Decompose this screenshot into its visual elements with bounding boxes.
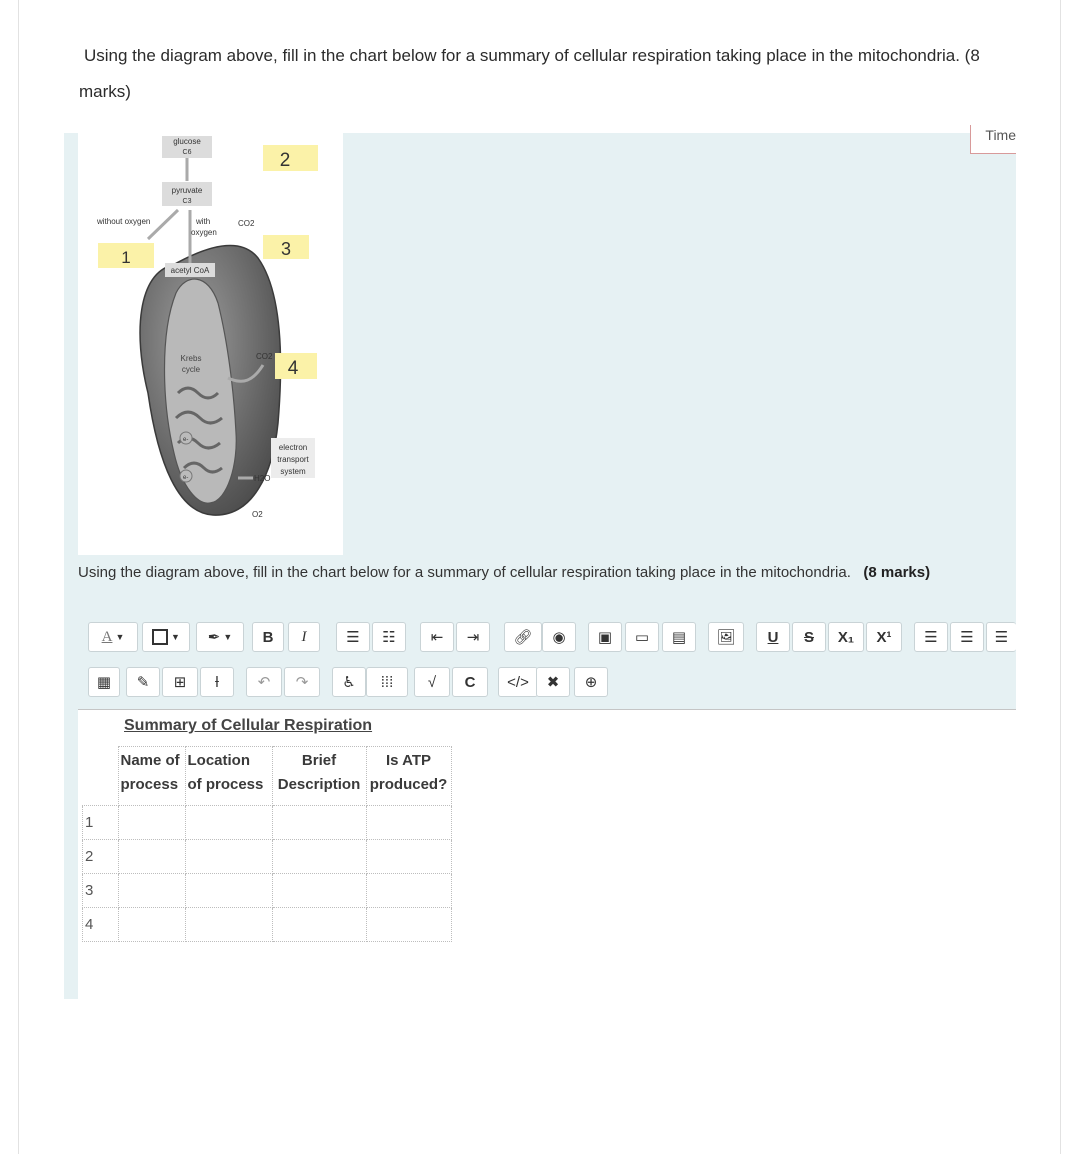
panel-question	[78, 564, 1018, 581]
equation-button[interactable]	[414, 667, 450, 697]
etc-label-3: system	[280, 467, 306, 476]
mitochondria-diagram	[78, 133, 343, 555]
subscript-button[interactable]: X₁	[828, 622, 864, 652]
sticky-note-4-text: 4	[287, 358, 299, 379]
sticky-note-3-text: 3	[280, 239, 292, 259]
redo-icon: ↷	[295, 674, 309, 691]
pyruvate-formula: C3	[182, 198, 192, 205]
electron-label-2: e-	[183, 475, 189, 481]
table-cell[interactable]	[118, 874, 185, 908]
question-line-1: Using the diagram above, fill in the chart below for a summary of cellular respiration taking place in the mitochondria. (8	[84, 46, 980, 65]
embed-button[interactable]	[588, 622, 622, 652]
link-button[interactable]	[504, 622, 542, 652]
calculator-icon: ▦	[96, 674, 112, 691]
with-oxygen-label-1: with	[196, 217, 211, 226]
chemistry-icon: C	[464, 673, 476, 691]
table-button[interactable]	[162, 667, 198, 697]
etc-label-2: transport	[277, 455, 309, 464]
scrollbar-strip[interactable]	[1061, 0, 1079, 1154]
h2o-label: H2O	[254, 474, 271, 483]
table-cell[interactable]	[272, 908, 366, 942]
with-oxygen-label-2: oxygen	[191, 228, 217, 237]
align-left-button[interactable]	[914, 622, 948, 652]
zoom-in-icon: ⊕	[584, 674, 598, 691]
numbered-list-icon: ☷	[382, 629, 396, 646]
chevron-down-icon: ▼	[171, 632, 180, 642]
row-number: 2	[83, 840, 119, 874]
table-row	[83, 840, 452, 874]
row-number: 4	[83, 908, 119, 942]
fullscreen-icon: ✖	[546, 674, 560, 691]
accessibility-icon: ♿︎	[342, 674, 356, 691]
o2-label: O2	[252, 510, 263, 519]
media-button[interactable]	[542, 622, 576, 652]
pen-icon: ✒	[207, 629, 221, 646]
table-icon: ⊞	[173, 674, 187, 691]
acetyl-coa-label: acetyl CoA	[170, 266, 210, 275]
co2-top-label: CO2	[238, 219, 255, 228]
table-header-cell: Is ATP produced?	[366, 747, 451, 806]
krebs-label-2: cycle	[181, 365, 201, 374]
underline-button[interactable]: U	[756, 622, 790, 652]
font-size-icon: A	[101, 628, 113, 645]
bullet-list-icon: ☰	[346, 629, 360, 646]
sqrt-icon: √	[427, 673, 437, 691]
table-layout-button[interactable]	[662, 622, 696, 652]
edit-button[interactable]	[126, 667, 160, 697]
edit-icon: ✎	[136, 674, 150, 691]
italic-button[interactable]: I	[288, 622, 320, 652]
superscript-button[interactable]: X¹	[866, 622, 902, 652]
text-color-button[interactable]	[196, 622, 244, 652]
table-cell[interactable]	[272, 874, 366, 908]
align-right-icon: ☰	[994, 629, 1009, 646]
question-text	[79, 38, 1024, 110]
layout-icon: ▤	[671, 629, 687, 646]
redo-button[interactable]	[284, 667, 320, 697]
table-cell[interactable]	[118, 840, 185, 874]
chevron-down-icon: ▼	[223, 632, 233, 642]
highlight-button[interactable]	[142, 622, 190, 652]
align-left-icon: ☰	[924, 629, 938, 646]
strikethrough-button[interactable]: S	[792, 622, 826, 652]
table-header-cell: Brief Description	[272, 747, 366, 806]
timer[interactable]: Time	[970, 125, 1016, 154]
table-cell[interactable]	[366, 840, 451, 874]
link-icon: 🔗︎	[513, 629, 533, 646]
etc-label-1: electron	[278, 443, 308, 452]
numbered-list-button[interactable]	[372, 622, 406, 652]
sticky-note-2-text: 2	[279, 150, 291, 171]
table-cell[interactable]	[185, 840, 272, 874]
clear-format-button[interactable]	[200, 667, 234, 697]
outdent-button[interactable]	[420, 622, 454, 652]
record-icon: ◉	[552, 629, 566, 646]
grid-dots-icon: ⁞⁞⁞	[380, 673, 394, 691]
special-chars-button[interactable]	[366, 667, 408, 697]
font-size-button[interactable]	[88, 622, 138, 652]
table-cell[interactable]	[118, 806, 185, 840]
table-cell[interactable]	[366, 874, 451, 908]
document-icon: ▭	[634, 629, 650, 646]
highlight-box-icon	[152, 629, 168, 645]
question-line-2: marks)	[79, 82, 131, 101]
table-header-cell: Name of process	[118, 747, 185, 806]
undo-button[interactable]	[246, 667, 282, 697]
indent-icon: ⇥	[466, 629, 480, 646]
table-cell[interactable]	[272, 840, 366, 874]
glucose-label: glucose	[173, 137, 201, 146]
embed-icon: ▣	[597, 629, 613, 646]
electron-label-1: e-	[183, 437, 189, 443]
bullet-list-button[interactable]	[336, 622, 370, 652]
calculator-button[interactable]	[88, 667, 120, 697]
row-number: 3	[83, 874, 119, 908]
table-header-row	[83, 747, 452, 806]
without-oxygen-label: without oxygen	[97, 217, 151, 226]
bold-button[interactable]: B	[252, 622, 284, 652]
panel-question-text: Using the diagram above, fill in the chart below for a summary of cellular respiration taking place in the mitochondria.	[78, 564, 851, 581]
fullscreen-button[interactable]	[536, 667, 570, 697]
sticky-note-2	[263, 145, 318, 171]
krebs-label-1: Krebs	[180, 354, 202, 363]
sticky-note-1-text: 1	[121, 248, 131, 267]
table-row	[83, 874, 452, 908]
diagram-svg	[78, 133, 343, 555]
image-button[interactable]	[708, 622, 744, 652]
align-right-button[interactable]	[986, 622, 1016, 652]
table-row	[83, 908, 452, 942]
table-cell[interactable]	[185, 806, 272, 840]
accessibility-button[interactable]	[332, 667, 366, 697]
table-row	[83, 806, 452, 840]
table-cell[interactable]	[272, 806, 366, 840]
summary-table[interactable]	[82, 746, 452, 942]
table-header-cell: Location of process	[185, 747, 272, 806]
document-button[interactable]	[625, 622, 659, 652]
outdent-icon: ⇤	[430, 629, 444, 646]
chevron-down-icon: ▼	[115, 632, 125, 642]
table-cell[interactable]	[118, 908, 185, 942]
image-icon: 🖼︎	[716, 629, 736, 646]
table-cell[interactable]	[366, 908, 451, 942]
glucose-formula: C6	[182, 149, 192, 156]
table-cell[interactable]	[185, 874, 272, 908]
chemistry-button[interactable]	[452, 667, 488, 697]
align-center-button[interactable]	[950, 622, 984, 652]
co2-mid-label: CO2	[256, 352, 273, 361]
code-button[interactable]: </>	[498, 667, 538, 697]
align-center-icon: ☰	[960, 629, 974, 646]
zoom-button[interactable]	[574, 667, 608, 697]
undo-icon: ↶	[257, 674, 271, 691]
panel-question-marks: (8 marks)	[863, 564, 931, 581]
row-number: 1	[83, 806, 119, 840]
indent-button[interactable]	[456, 622, 490, 652]
summary-title: Summary of Cellular Respiration	[124, 717, 373, 734]
clear-format-icon: Ɨ	[214, 673, 220, 691]
table-cell[interactable]	[185, 908, 272, 942]
pyruvate-label: pyruvate	[171, 186, 203, 195]
row-number-header	[83, 747, 119, 806]
table-cell[interactable]	[366, 806, 451, 840]
